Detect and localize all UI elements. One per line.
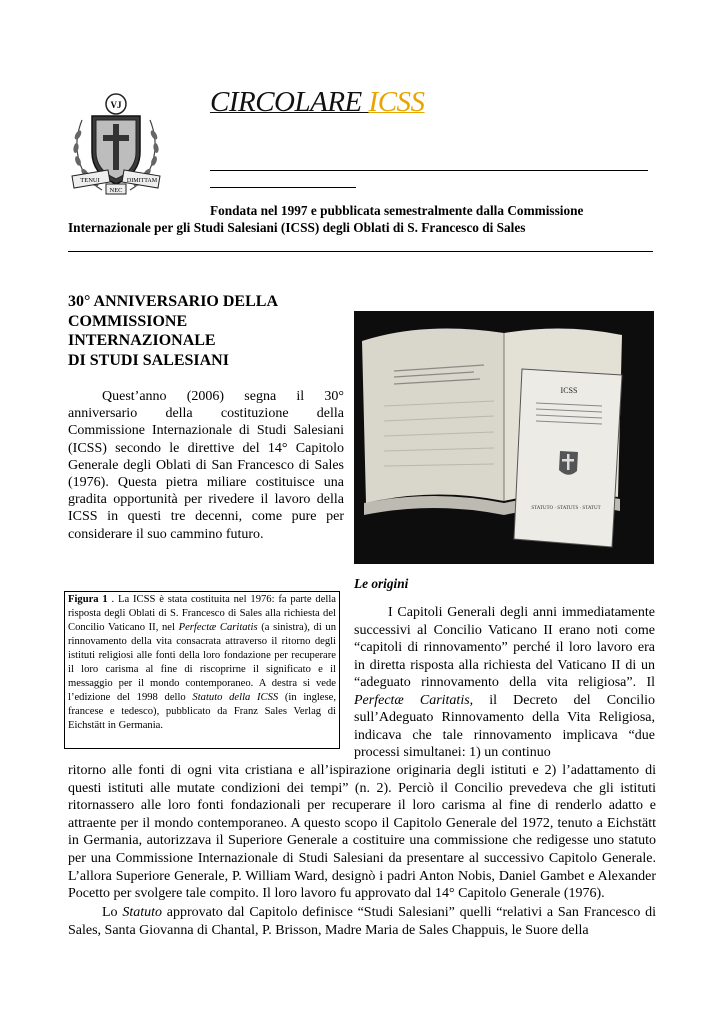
origini-text-a: I Capitoli Generali degli anni immediatamente successivi al Concilio Vaticano II erano noti come “capitoli di rinnovamento” perché il loro lavoro era in diretta risposta alla richiesta del Vaticano II di un “adeguato rinnovamento della vita religiosa”. Il — [354, 605, 655, 690]
origini-text-b: , il Decreto del Concilio sull’Adeguato Rinnovamento della Vita Religiosa, indicava che tale rinnovamento implicava “due processi simultanei: 1) un continuo — [354, 692, 655, 760]
caption-text-2: (a sinistra), di un rinnovamento della vita consacrata attraverso il ritorno degli istituti religiosi alle fonti della loro fondazione per recuperare il loro carisma al fine di riscoprirne il significato e il messaggio per il mondo contemporaneo. A destra si vede l’edizione del 1998 dello — [68, 622, 336, 703]
logo-ribbon-left: TENUI — [80, 177, 100, 184]
oblates-coat-of-arms-logo — [68, 90, 164, 205]
origini-paragraph-full: ritorno alle fonti di ogni vita cristiana e all’ispirazione originaria degli istituti e 2) l’adattamento di questi istituti alle mutate condizioni dei tempi” (n. 2). Perciò il Concilio prevedeva che gli istituti ritornassero alle loro fonti fondazionali per recuperare il loro carisma al fine di renderlo adatto e attraente per il mondo contemporaneo. A questo scopo il Capitolo Generale del 1972, tenuto a Eichstätt in Germania, autorizzava il Superiore Generale a costituire una commissione che redigesse uno statuto per una Commissione Internazionale di Studi Salesiani da presentare al successivo Capitolo Generale. L’allora Superiore Generale, P. William Ward, designò i padri Anton Nobis, Daniel Gambet e Alexander Pocetto per svolgere tale compito. Il loro lavoro fu approvato dal 14° Capitolo Generale (1976). — [68, 763, 656, 902]
photo-book-footer: STATUTO · STATUTS · STATUT — [531, 506, 601, 511]
logo-monogram: VJ — [110, 100, 122, 110]
logo-ribbon-bottom: NEC — [109, 187, 123, 194]
logo-ribbon-right: DIMITTAM — [126, 178, 158, 184]
statuto-italic: Statuto — [122, 905, 162, 920]
caption-text-1: . La ICSS è stata costituita nel 1976: fa parte della risposta degli Oblati di S. Francesco di Sales alla richiesta del Concilio Vaticano II, nel — [68, 594, 336, 633]
founded-statement — [68, 203, 652, 236]
caption-text-3: (in inglese, francese e tedesco), pubblicato da Franz Sales Verlag di Eichstätt in Germania. — [68, 692, 336, 731]
statuto-paragraph — [68, 904, 656, 939]
caption-label: Figura 1 — [68, 594, 108, 605]
section-heading-origini: Le origini — [354, 576, 409, 591]
newsletter-title — [210, 86, 425, 119]
founded-line-1: Fondata nel 1997 e pubblicata semestralmente dalla Commissione — [210, 203, 584, 218]
article-heading — [68, 292, 348, 370]
figure-caption — [64, 591, 340, 749]
heading-line: DI STUDI SALESIANI — [68, 351, 229, 369]
founded-line-2: Internazionale per gli Studi Salesiani (ICSS) degli Oblati di S. Francesco di Sales — [68, 219, 526, 235]
header-rule-2 — [210, 187, 356, 188]
statuto-text-b: approvato dal Capitolo definisce “Studi Salesiani” quelli “relativi a San Francesco di Sales, Santa Giovanna di Chantal, P. Brisson, Madre Maria de Sales Chappuis, le Suore della — [68, 905, 656, 938]
heading-line: COMMISSIONE — [68, 312, 188, 330]
intro-paragraph: Quest’anno (2006) segna il 30° anniversario della costituzione della Commissione Internazionale di Studi Salesiani (ICSS) secondo le direttive del 14° Capitolo Generale degli Oblati di San Francesco di Sales (1976). Questa pietra miliare costituisce una gradita opportunità per rivedere il lavoro della ICSS in questi tre decenni, come pure per considerare il suo cammino futuro. — [68, 389, 344, 542]
books-photo — [354, 311, 654, 564]
origini-paragraph-right — [354, 604, 655, 762]
caption-italic-1: Perfectæ Caritatis — [178, 622, 258, 633]
caption-italic-2: Statuto della ICSS — [192, 692, 279, 703]
header-rule-1 — [210, 170, 648, 171]
heading-line: 30° ANNIVERSARIO DELLA — [68, 293, 278, 310]
origini-italic: Perfectæ Caritatis — [354, 692, 470, 708]
title-circolare: CIRCOLARE — [210, 86, 369, 118]
statuto-text-a: Lo — [102, 905, 123, 920]
header-bottom-rule — [68, 251, 653, 252]
heading-line: INTERNAZIONALE — [68, 332, 216, 349]
photo-book-title: ICSS — [560, 386, 578, 395]
title-icss: ICSS — [368, 86, 425, 118]
